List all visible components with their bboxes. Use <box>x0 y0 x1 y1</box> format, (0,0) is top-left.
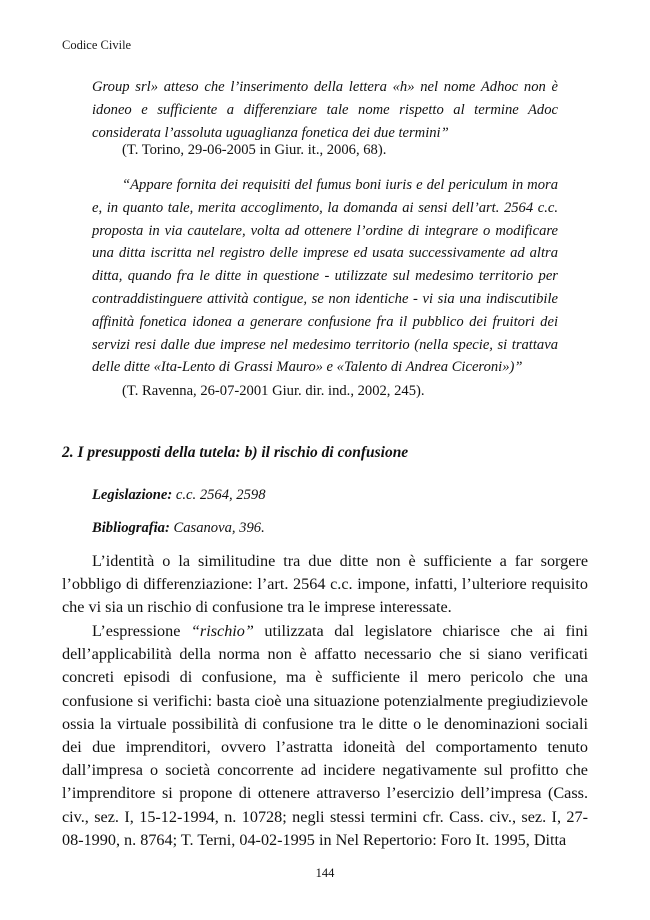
paragraph-1-text: L’identità o la similitudine tra due ditte non è sufficiente a far sorgere l’obbligo di differenziazione: l’art. 2564 c.c. impone, infatti, l’ulteriore requisito che vi sia un rischio di confusione tra le imprese interessate. <box>62 552 588 617</box>
bibliography-line <box>92 520 265 537</box>
page-number: 144 <box>315 866 335 880</box>
legislation-value: c.c. 2564, 2598 <box>175 487 266 503</box>
legislation-label: Legislazione: <box>92 487 173 503</box>
paragraph-2-lead: L’espressione <box>92 622 191 640</box>
section-heading: 2. I presupposti della tutela: b) il rischio di confusione <box>62 444 409 461</box>
case-citation-2: (T. Ravenna, 26-07-2001 Giur. dir. ind., 2002, 245). <box>122 383 425 399</box>
body-paragraph-2 <box>62 620 588 852</box>
case-quote-1 <box>92 76 558 144</box>
case-quote-2 <box>92 174 558 379</box>
paragraph-2-text <box>62 620 588 852</box>
bibliography-value: Casanova, 396. <box>173 520 265 536</box>
running-header: Codice Civile <box>62 38 132 52</box>
quote-1-text: Group srl» atteso che l’inserimento della lettera «h» nel nome Adhoc non è idoneo e sufficiente a differenziare tale nome rispetto al termine Adoc considerata l’assoluta uguaglianza fonetica dei due termini” <box>92 79 558 141</box>
quote-2-text: “Appare fornita dei requisiti del fumus boni iuris e del periculum in mora e, in quanto tale, merita accoglimento, la domanda ai sensi dell’art. 2564 c.c. proposta in via cautelare, volta ad ottenere l’ordine di integrare o modificare una ditta iscritta nel registro delle imprese ed usata successivamente ad altra ditta, quando fra le ditte in questione - utilizzate sul medesimo territorio per contraddistinguere attività contigue, se non identiche - vi sia una indiscutibile affinità fonetica idonea a generare confusione fra il pubblico dei fruitori dei servizi resi dalle due imprese nel medesimo territorio (nella specie, si trattava delle ditte «Ita-Lento di Grassi Mauro» e «Talento di Andrea Ciceroni»)” <box>92 177 558 376</box>
bibliography-label: Bibliografia: <box>92 520 170 536</box>
legislation-line <box>92 487 266 504</box>
paragraph-2-emphasis: “rischio” <box>190 622 254 640</box>
paragraph-2-rest: utilizzata dal legislatore chiarisce che ai fini dell’applicabilità della norma non è affatto necessario che si siano verificati concreti episodi di confusione, ma è sufficiente il mero pericolo che una confusione si verifichi: basta cioè una situazione potenzialmente pregiudizievole ossia la virtuale possibilità di confusione tra le ditte o le denominazioni sociali dei due imprenditori, ovvero l’astratta idoneità del comportamento tenuto dall’impresa o società concorrente ad incidere negativamente sul profitto che l’imprenditore si propone di ottenere attraverso l’esercizio dell’impresa (Cass. civ., sez. I, 15-12-1994, n. 10728; negli stessi termini cfr. Cass. civ., sez. I, 27-08-1990, n. 8764; T. Terni, 04-02-1995 in Nel Repertorio: Foro It. 1995, Ditta <box>62 622 588 849</box>
body-paragraph-1 <box>62 550 588 620</box>
case-citation-1: (T. Torino, 29-06-2005 in Giur. it., 2006, 68). <box>122 142 387 158</box>
